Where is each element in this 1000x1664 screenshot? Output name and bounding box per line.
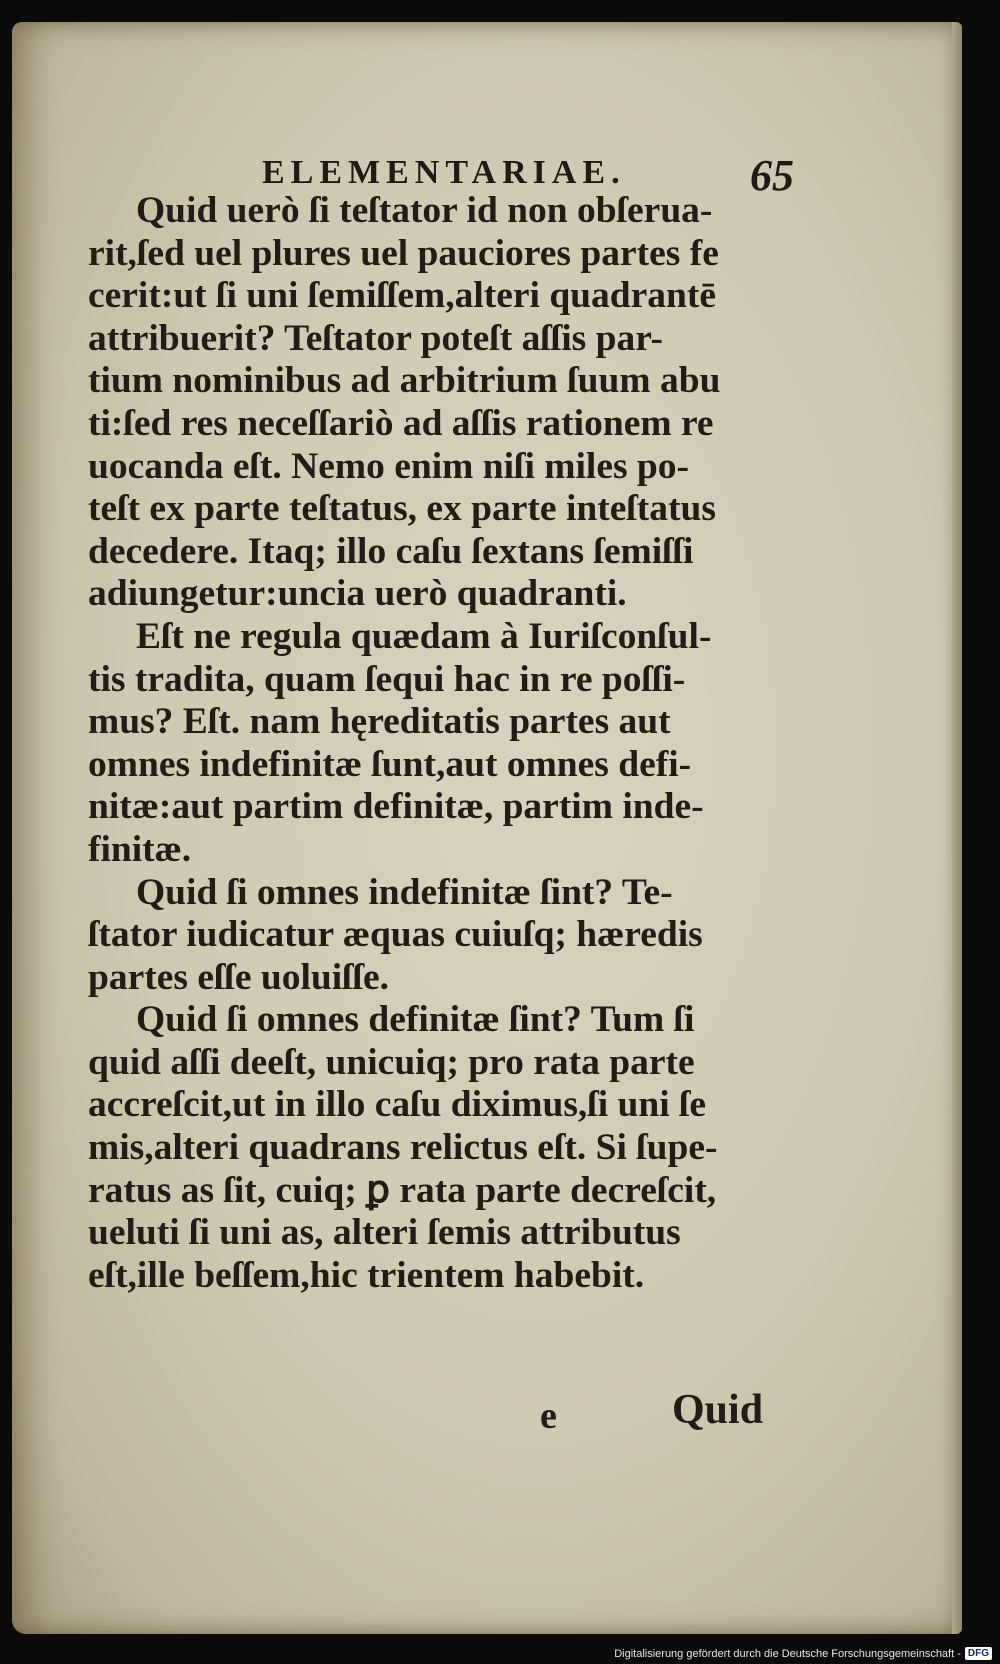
dfg-logo: DFG	[965, 1647, 992, 1660]
text-line: mis,alteri quadrans relictus eſt. Si ſupe-	[88, 1127, 718, 1169]
text-line: eſt,ille beſſem,hic trientem habebit.	[88, 1254, 645, 1296]
text-line: attribuerit? Teſtator poteſt aſſis par-	[88, 317, 663, 359]
digitization-credit	[614, 1647, 992, 1660]
text-line: mus? Eſt. nam hęreditatis partes aut	[88, 701, 671, 743]
text-line: omnes indefinitæ ſunt,aut omnes defi-	[88, 743, 692, 785]
book-page	[12, 22, 962, 1634]
text-line: ratus as ſit, cuiq; ꝑ rata parte decreſcit,	[88, 1169, 717, 1211]
text-line: ueluti ſi uni as, alteri ſemis attributus	[88, 1212, 681, 1254]
text-line: partes eſſe uoluiſſe.	[88, 956, 390, 998]
text-line: Quid ſi omnes indefinitæ ſint? Te-	[136, 871, 673, 913]
text-line: adiungetur:uncia uerò quadranti.	[88, 573, 627, 615]
text-line: cerit:ut ſi uni ſemiſſem,alteri quadrantē	[88, 275, 717, 317]
text-line: ti:ſed res neceſſariò ad aſſis rationem re	[88, 402, 714, 444]
text-line: ſtator iudicatur æquas cuiuſq; hæredis	[88, 914, 703, 956]
text-line: Quid ſi omnes definitæ ſint? Tum ſi	[136, 999, 695, 1041]
page-number: 65	[750, 151, 794, 200]
text-line: tis tradita, quam ſequi hac in re poſſi-	[88, 658, 686, 700]
text-line: rit,ſed uel plures uel pauciores partes fe	[88, 232, 719, 274]
page-edge	[952, 22, 962, 1634]
text-line: Quid uerò ſi teſtator id non obſerua-	[136, 190, 713, 231]
text-line: tium nominibus ad arbitrium ſuum abu	[88, 360, 721, 402]
text-line: finitæ.	[88, 828, 192, 870]
text-line: accreſcit,ut in illo caſu diximus,ſi uni ſe	[88, 1084, 707, 1126]
text-line: Eſt ne regula quædam à Iuriſconſul-	[136, 615, 712, 657]
text-line: nitæ:aut partim definitæ, partim inde-	[88, 786, 704, 828]
catchword: Quid	[672, 1387, 764, 1433]
text-line: decedere. Itaq; illo caſu ſextans ſemiſſi	[88, 530, 694, 572]
text-line: uocanda eſt. Nemo enim niſi miles po-	[88, 445, 690, 487]
running-head: ELEMENTARIAE.	[262, 154, 626, 191]
text-line: quid aſſi deeſt, unicuiq; pro rata parte	[88, 1041, 695, 1083]
signature-mark: e	[540, 1395, 557, 1437]
credit-text: Digitalisierung gefördert durch die Deutsche Forschungsgemeinschaft -	[614, 1647, 961, 1660]
body-text	[88, 190, 808, 1297]
text-line: teſt ex parte teſtatus, ex parte inteſtatus	[88, 488, 716, 530]
